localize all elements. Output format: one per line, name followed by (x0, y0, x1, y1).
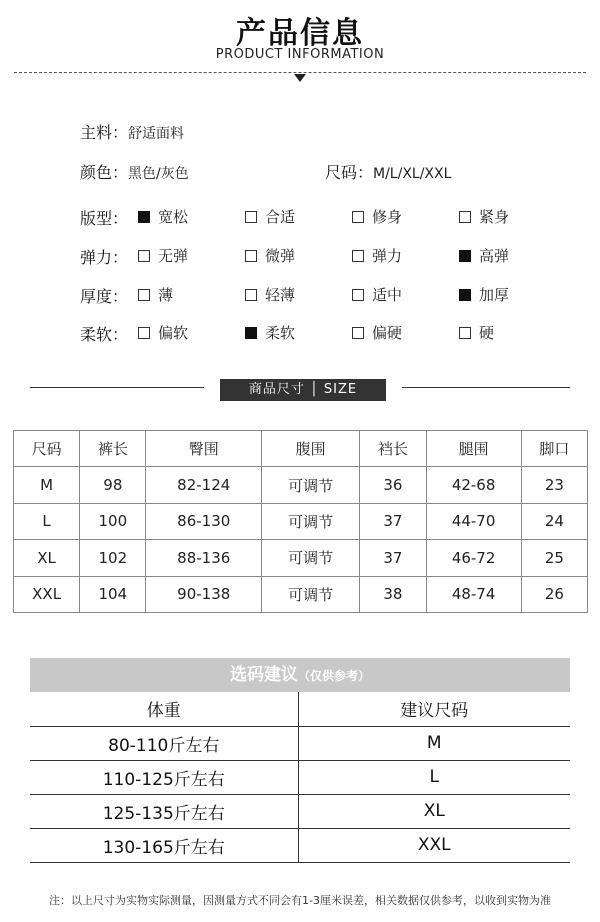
section-divider-left (30, 387, 204, 388)
table-cell: 80-110斤左右 (30, 726, 298, 760)
size-list-row (325, 160, 451, 183)
option-softness-2: 偏硬 (352, 322, 402, 343)
table-row (30, 726, 570, 760)
option-stretch-3: 高弹 (459, 245, 509, 266)
table-row (30, 760, 570, 794)
table-header-cell: 裤长 (80, 431, 146, 467)
color-value: 黑色/灰色 (128, 166, 189, 182)
option-softness-3: 硬 (459, 322, 494, 343)
checkbox-icon (138, 327, 150, 339)
checkbox-icon (138, 289, 150, 301)
table-cell: 90-138 (146, 576, 262, 612)
table-cell: 46-72 (426, 540, 521, 576)
checkbox-icon (352, 211, 364, 223)
table-cell: 42-68 (426, 467, 521, 503)
table-header-row (30, 692, 570, 726)
checkbox-icon (138, 250, 150, 262)
table-cell: L (298, 760, 570, 794)
option-thickness-0: 薄 (138, 284, 173, 305)
checkbox-checked-icon (459, 250, 471, 262)
size-table (13, 430, 588, 613)
checkbox-icon (245, 211, 257, 223)
footnote: 注：以上尺寸为实物实际测量，因测量方式不同会有1-3厘米误差，相关数据仅供参考，以收到实物为准 (49, 894, 551, 907)
option-thickness-1: 轻薄 (245, 284, 295, 305)
header-divider (14, 72, 586, 73)
table-cell: XL (14, 540, 80, 576)
table-header-row (14, 431, 588, 467)
table-cell: XXL (14, 576, 80, 612)
recommend-subtitle: （仅供参考） (297, 669, 370, 683)
table-cell: M (298, 726, 570, 760)
triangle-down-icon (294, 74, 306, 82)
checkbox-icon (352, 250, 364, 262)
checkbox-icon (352, 289, 364, 301)
color-label: 颜色： (80, 163, 129, 182)
table-cell: 102 (80, 540, 146, 576)
table-cell: 可调节 (262, 503, 360, 539)
table-cell: XL (298, 794, 570, 828)
table-cell: 110-125斤左右 (30, 760, 298, 794)
option-fit-0: 宽松 (138, 206, 188, 227)
checkbox-checked-icon (138, 211, 150, 223)
table-header-cell: 脚口 (521, 431, 587, 467)
checkbox-icon (459, 211, 471, 223)
table-cell: 48-74 (426, 576, 521, 612)
material-value: 舒适面料 (128, 126, 185, 142)
size-section-badge: 商品尺寸 │ SIZE (220, 379, 386, 401)
table-header-cell: 尺码 (14, 431, 80, 467)
table-cell: 88-136 (146, 540, 262, 576)
recommend-table (30, 692, 570, 863)
table-cell: 38 (360, 576, 426, 612)
size-list-label: 尺码： (325, 163, 374, 182)
option-softness-0: 偏软 (138, 322, 188, 343)
material-row (80, 120, 184, 143)
table-cell: 104 (80, 576, 146, 612)
checkbox-icon (459, 327, 471, 339)
checkbox-icon (245, 250, 257, 262)
table-cell: 可调节 (262, 467, 360, 503)
option-softness-1: 柔软 (245, 322, 295, 343)
table-cell: 130-165斤左右 (30, 828, 298, 862)
color-row (80, 160, 189, 183)
table-cell: 37 (360, 503, 426, 539)
option-stretch-1: 微弹 (245, 245, 295, 266)
attr-label-fit: 版型： (80, 209, 129, 228)
table-header-cell: 建议尺码 (298, 692, 570, 726)
table-header-cell: 臀围 (146, 431, 262, 467)
checkbox-checked-icon (245, 327, 257, 339)
checkbox-icon (245, 289, 257, 301)
table-cell: 125-135斤左右 (30, 794, 298, 828)
recommend-banner (30, 658, 570, 692)
table-cell: 82-124 (146, 467, 262, 503)
table-row (14, 540, 588, 576)
option-fit-1: 合适 (245, 206, 295, 227)
table-row (14, 576, 588, 612)
table-header-cell: 腹围 (262, 431, 360, 467)
attr-label-thickness: 厚度： (80, 287, 129, 306)
table-header-cell: 裆长 (360, 431, 426, 467)
table-cell: 25 (521, 540, 587, 576)
table-cell: M (14, 467, 80, 503)
table-cell: 23 (521, 467, 587, 503)
table-cell: 可调节 (262, 540, 360, 576)
table-row (30, 828, 570, 862)
table-cell: 98 (80, 467, 146, 503)
table-cell: 37 (360, 540, 426, 576)
checkbox-checked-icon (459, 289, 471, 301)
table-cell: 可调节 (262, 576, 360, 612)
option-fit-3: 紧身 (459, 206, 509, 227)
table-cell: 100 (80, 503, 146, 539)
checkbox-icon (352, 327, 364, 339)
table-row (14, 467, 588, 503)
table-header-cell: 体重 (30, 692, 298, 726)
option-thickness-3: 加厚 (459, 284, 509, 305)
option-thickness-2: 适中 (352, 284, 402, 305)
page-subtitle: PRODUCT INFORMATION (215, 47, 385, 62)
size-list-value: M/L/XL/XXL (373, 166, 452, 182)
table-cell: 24 (521, 503, 587, 539)
option-stretch-2: 弹力 (352, 245, 402, 266)
table-cell: 36 (360, 467, 426, 503)
option-stretch-0: 无弹 (138, 245, 188, 266)
attr-label-softness: 柔软： (80, 325, 129, 344)
table-row (30, 794, 570, 828)
material-label: 主料： (80, 123, 129, 142)
table-cell: XXL (298, 828, 570, 862)
attr-label-stretch: 弹力： (80, 248, 129, 267)
recommend-title: 选码建议 (229, 665, 298, 685)
table-cell: 44-70 (426, 503, 521, 539)
option-fit-2: 修身 (352, 206, 402, 227)
section-divider-right (402, 387, 570, 388)
table-cell: L (14, 503, 80, 539)
table-cell: 26 (521, 576, 587, 612)
table-row (14, 503, 588, 539)
table-cell: 86-130 (146, 503, 262, 539)
table-header-cell: 腿围 (426, 431, 521, 467)
page-title: 产品信息 (236, 16, 364, 51)
